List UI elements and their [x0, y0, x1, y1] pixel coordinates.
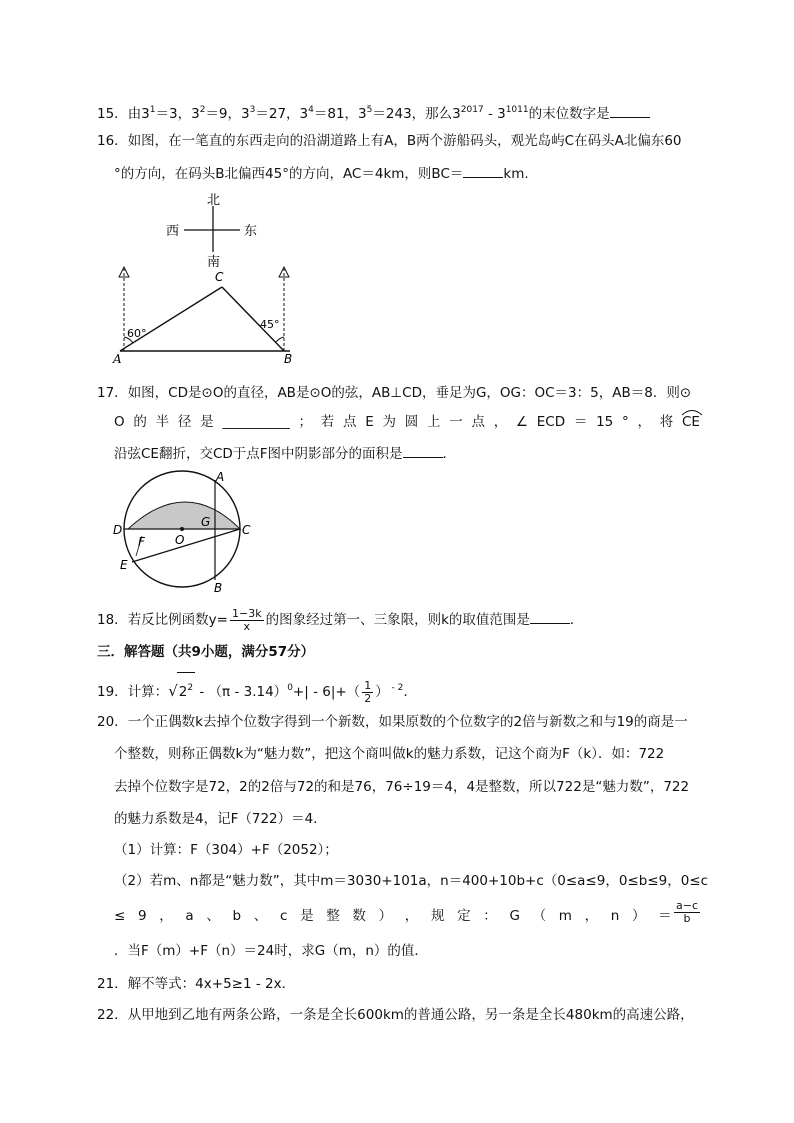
question-20-sub-1: （1）计算：F（304）+F（2052）；: [114, 842, 338, 858]
question-20-line-3: 去掉个位数字是72，2的2倍与72的和是76，76÷19＝4，4是整数，所以722是“魅力数”，722: [114, 779, 690, 795]
question-16-line-2: °的方向，在码头B北偏西45°的方向，AC＝4km，则BC＝ km.: [114, 163, 529, 184]
angle-label-b: 45°: [260, 318, 280, 331]
compass-south-label: 南: [207, 255, 221, 270]
label-c: C: [215, 270, 224, 284]
question-number: 20．: [97, 714, 128, 730]
label-f: F: [138, 535, 145, 549]
question-17-line-3: 沿弦CE翻折，交CD于点F图中阴影部分的面积是 ．: [114, 443, 456, 464]
center-o: [180, 527, 184, 531]
angle-label-a: 60°: [127, 327, 147, 340]
question-number: 17．: [97, 385, 128, 401]
side-ac: [120, 287, 222, 351]
question-15: 15．由$3^1=3$，$3^2=9$，$3^3=27$，$3^4=81$，$3^5=243$，那么$3^{2017} - 3^{1011}$的末位数字是: [97, 100, 650, 124]
label-a: A: [113, 352, 122, 366]
question-22: 22．从甲地到乙地有两条公路，一条是全长600km的普通公路，另一条是全长480km的高速公路，: [97, 1007, 694, 1023]
question-20-sub-2-line-1: （2）若m、n都是“魅力数”，其中m＝3030+101a，n＝400+10b+c（0≤a≤9，0≤b≤9，0≤c: [114, 873, 709, 889]
question-20-sub-2-line-2: ≤ 9 ， a 、 b 、 c 是 整 数 ） ， 规 定 ： G （ m ， n ） ＝: [114, 908, 672, 924]
question-number: 22．: [97, 1007, 128, 1023]
sqrt-radicand: $2^2$: [177, 672, 195, 707]
question-20-line-1: 20．一个正偶数k去掉个位数字得到一个新数，如果原数的个位数字的2倍与新数之和与19的商是一: [97, 714, 688, 730]
figure-17-circle: [108, 468, 268, 596]
shaded-region: [128, 502, 240, 529]
question-number: 16．: [97, 133, 128, 149]
figure-16-triangle: [110, 265, 300, 370]
question-20-line-4: 的魅力系数是4，记F（722）＝4．: [114, 811, 327, 827]
compass-north-label: 北: [207, 193, 221, 208]
question-number: 21．: [97, 976, 128, 992]
compass-east-label: 东: [244, 224, 258, 239]
section-title: 三．解答题（共9小题，满分57分）: [97, 644, 315, 660]
label-b: B: [214, 581, 223, 595]
question-18: 18．若反比例函数y= $\frac{1-3k}{x}$ 的图象经过第一、三象限，则k的取值范围是 ．: [97, 606, 584, 633]
fraction-g: $\frac{a-c}{b}$: [676, 899, 699, 925]
fraction: $\frac{1-3k}{x}$: [232, 606, 262, 633]
answer-blank[interactable]: __________: [222, 414, 290, 430]
label-g: G: [201, 515, 211, 529]
question-20-line-2: 个整数，则称正偶数k为“魅力数”，把这个商叫做k的魅力系数，记这个商为F（k）．如：722: [114, 746, 665, 762]
label-a: A: [216, 470, 225, 484]
question-19: 19．计算：$√2^2 - (\pi - 3.14)^0+| - 6|+$（ $\frac{1}{2}$ ） $^{- 2}$.: [97, 672, 408, 707]
question-number: 19．: [97, 684, 128, 700]
question-16-line-1: 16．如图，在一笔直的东西走向的沿湖道路上有A，B两个游船码头，观光岛屿C在码头A北偏东60: [97, 133, 682, 149]
question-17-line-1: 17．如图，CD是⊙O的直径，AB是⊙O的弦，AB⊥CD，垂足为G，OG：OC＝3：5，AB＝8．则⊙: [97, 385, 692, 401]
question-20-sub-2-line-3: ．当F（m）+F（n）＝24时，求G（m，n）的值．: [114, 943, 428, 959]
compass-figure: [160, 190, 270, 270]
question-17-line-2: O 的 半 径 是 __________ ； 若 点 E 为 圆 上 一 点 ， ∠ ECD ＝ 15 ° ， 将 CE: [114, 412, 700, 432]
arc-symbol: [681, 408, 703, 416]
question-21: 21．解不等式：4x+5≥1 - 2x．: [97, 976, 296, 992]
label-b: B: [284, 352, 293, 366]
question-number: 18．: [97, 612, 128, 628]
answer-blank[interactable]: [463, 163, 503, 178]
arc-ce: CE: [682, 412, 700, 432]
answer-blank[interactable]: [610, 103, 650, 118]
angle-arc-b: [276, 337, 284, 342]
answer-blank[interactable]: [403, 443, 443, 458]
question-number: 15．: [97, 106, 128, 122]
answer-blank[interactable]: [530, 609, 570, 624]
label-c: C: [242, 523, 251, 537]
sqrt-sign: √: [168, 682, 178, 700]
fraction: $\frac{1}{2}$: [364, 678, 372, 705]
label-o: O: [175, 533, 185, 547]
compass-west-label: 西: [166, 224, 180, 239]
label-d: D: [113, 523, 123, 537]
label-e: E: [120, 558, 128, 572]
chord-ce: [132, 529, 240, 562]
